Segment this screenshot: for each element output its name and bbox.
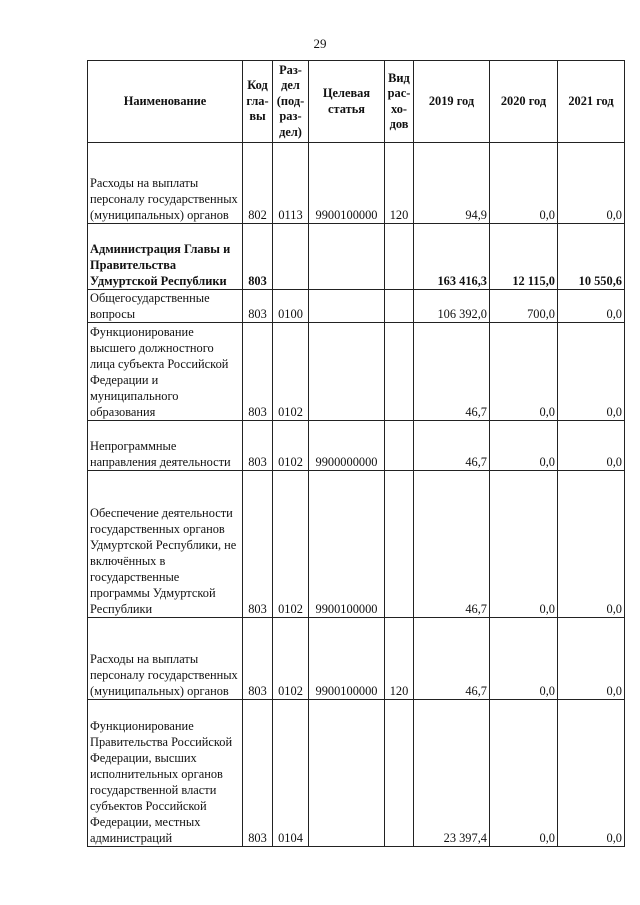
row-razdel: 0102	[273, 323, 309, 421]
row-2020: 0,0	[490, 143, 558, 224]
table-row	[88, 323, 625, 421]
row-2020: 700,0	[490, 290, 558, 323]
row-2021: 0,0	[558, 421, 625, 471]
row-2021: 0,0	[558, 700, 625, 847]
row-vid	[385, 421, 414, 471]
page-number: 29	[313, 36, 327, 51]
row-vid	[385, 224, 414, 290]
row-2019: 46,7	[414, 618, 490, 700]
budget-table	[87, 60, 625, 847]
row-2020: 0,0	[490, 700, 558, 847]
row-2019: 46,7	[414, 323, 490, 421]
row-2021: 0,0	[558, 290, 625, 323]
header-row	[88, 61, 625, 143]
table-row	[88, 290, 625, 323]
row-kod: 803	[243, 618, 273, 700]
row-2020: 12 115,0	[490, 224, 558, 290]
row-celevaya: 9900100000	[309, 471, 385, 618]
row-kod: 803	[243, 700, 273, 847]
row-celevaya	[309, 323, 385, 421]
row-2021: 0,0	[558, 323, 625, 421]
row-name: Функционирование высшего должностного лица субъекта Российской Федерации и муниципального образования	[88, 323, 243, 421]
row-2020: 0,0	[490, 421, 558, 471]
table-row	[88, 224, 625, 290]
row-name: Общегосударственные вопросы	[88, 290, 243, 323]
header-razdel: Раз- дел (под- раз- дел)	[273, 61, 309, 143]
row-razdel: 0104	[273, 700, 309, 847]
table-row	[88, 700, 625, 847]
row-2020: 0,0	[490, 323, 558, 421]
row-kod: 803	[243, 471, 273, 618]
row-kod: 803	[243, 224, 273, 290]
row-vid	[385, 323, 414, 421]
table-row	[88, 421, 625, 471]
row-2021: 0,0	[558, 143, 625, 224]
row-2019: 46,7	[414, 471, 490, 618]
header-2020: 2020 год	[490, 61, 558, 143]
row-razdel: 0113	[273, 143, 309, 224]
row-celevaya: 9900100000	[309, 618, 385, 700]
row-kod: 803	[243, 290, 273, 323]
row-celevaya	[309, 224, 385, 290]
row-name: Расходы на выплаты персоналу государственных (муниципальных) органов	[88, 618, 243, 700]
header-2019: 2019 год	[414, 61, 490, 143]
row-razdel: 0102	[273, 618, 309, 700]
row-name: Администрация Главы и Правительства Удмуртской Республики	[88, 224, 243, 290]
row-2021: 0,0	[558, 471, 625, 618]
header-kod: Код гла- вы	[243, 61, 273, 143]
table-row	[88, 143, 625, 224]
row-vid	[385, 290, 414, 323]
row-razdel: 0102	[273, 471, 309, 618]
row-vid: 120	[385, 143, 414, 224]
row-2021: 0,0	[558, 618, 625, 700]
row-vid	[385, 471, 414, 618]
row-vid	[385, 700, 414, 847]
table-row	[88, 471, 625, 618]
row-2019: 94,9	[414, 143, 490, 224]
row-celevaya: 9900100000	[309, 143, 385, 224]
row-kod: 803	[243, 421, 273, 471]
row-razdel: 0102	[273, 421, 309, 471]
row-2020: 0,0	[490, 471, 558, 618]
row-razdel: 0100	[273, 290, 309, 323]
header-2021: 2021 год	[558, 61, 625, 143]
row-vid: 120	[385, 618, 414, 700]
row-2019: 106 392,0	[414, 290, 490, 323]
row-kod: 803	[243, 323, 273, 421]
row-celevaya	[309, 700, 385, 847]
row-name: Расходы на выплаты персоналу государственных (муниципальных) органов	[88, 143, 243, 224]
row-2020: 0,0	[490, 618, 558, 700]
row-name: Непрограммные направления деятельности	[88, 421, 243, 471]
table-row	[88, 618, 625, 700]
row-name: Обеспечение деятельности государственных органов Удмуртской Республики, не включённых в государственные программы Удмуртской Республики	[88, 471, 243, 618]
header-celevaya: Целевая статья	[309, 61, 385, 143]
row-celevaya	[309, 290, 385, 323]
header-vid: Вид рас- хо- дов	[385, 61, 414, 143]
row-kod: 802	[243, 143, 273, 224]
row-celevaya: 9900000000	[309, 421, 385, 471]
header-name: Наименование	[88, 61, 243, 143]
row-2019: 46,7	[414, 421, 490, 471]
row-name: Функционирование Правительства Российской Федерации, высших исполнительных органов государственной власти субъектов Российской Федерации, местных администраций	[88, 700, 243, 847]
row-razdel	[273, 224, 309, 290]
row-2019: 163 416,3	[414, 224, 490, 290]
row-2019: 23 397,4	[414, 700, 490, 847]
row-2021: 10 550,6	[558, 224, 625, 290]
